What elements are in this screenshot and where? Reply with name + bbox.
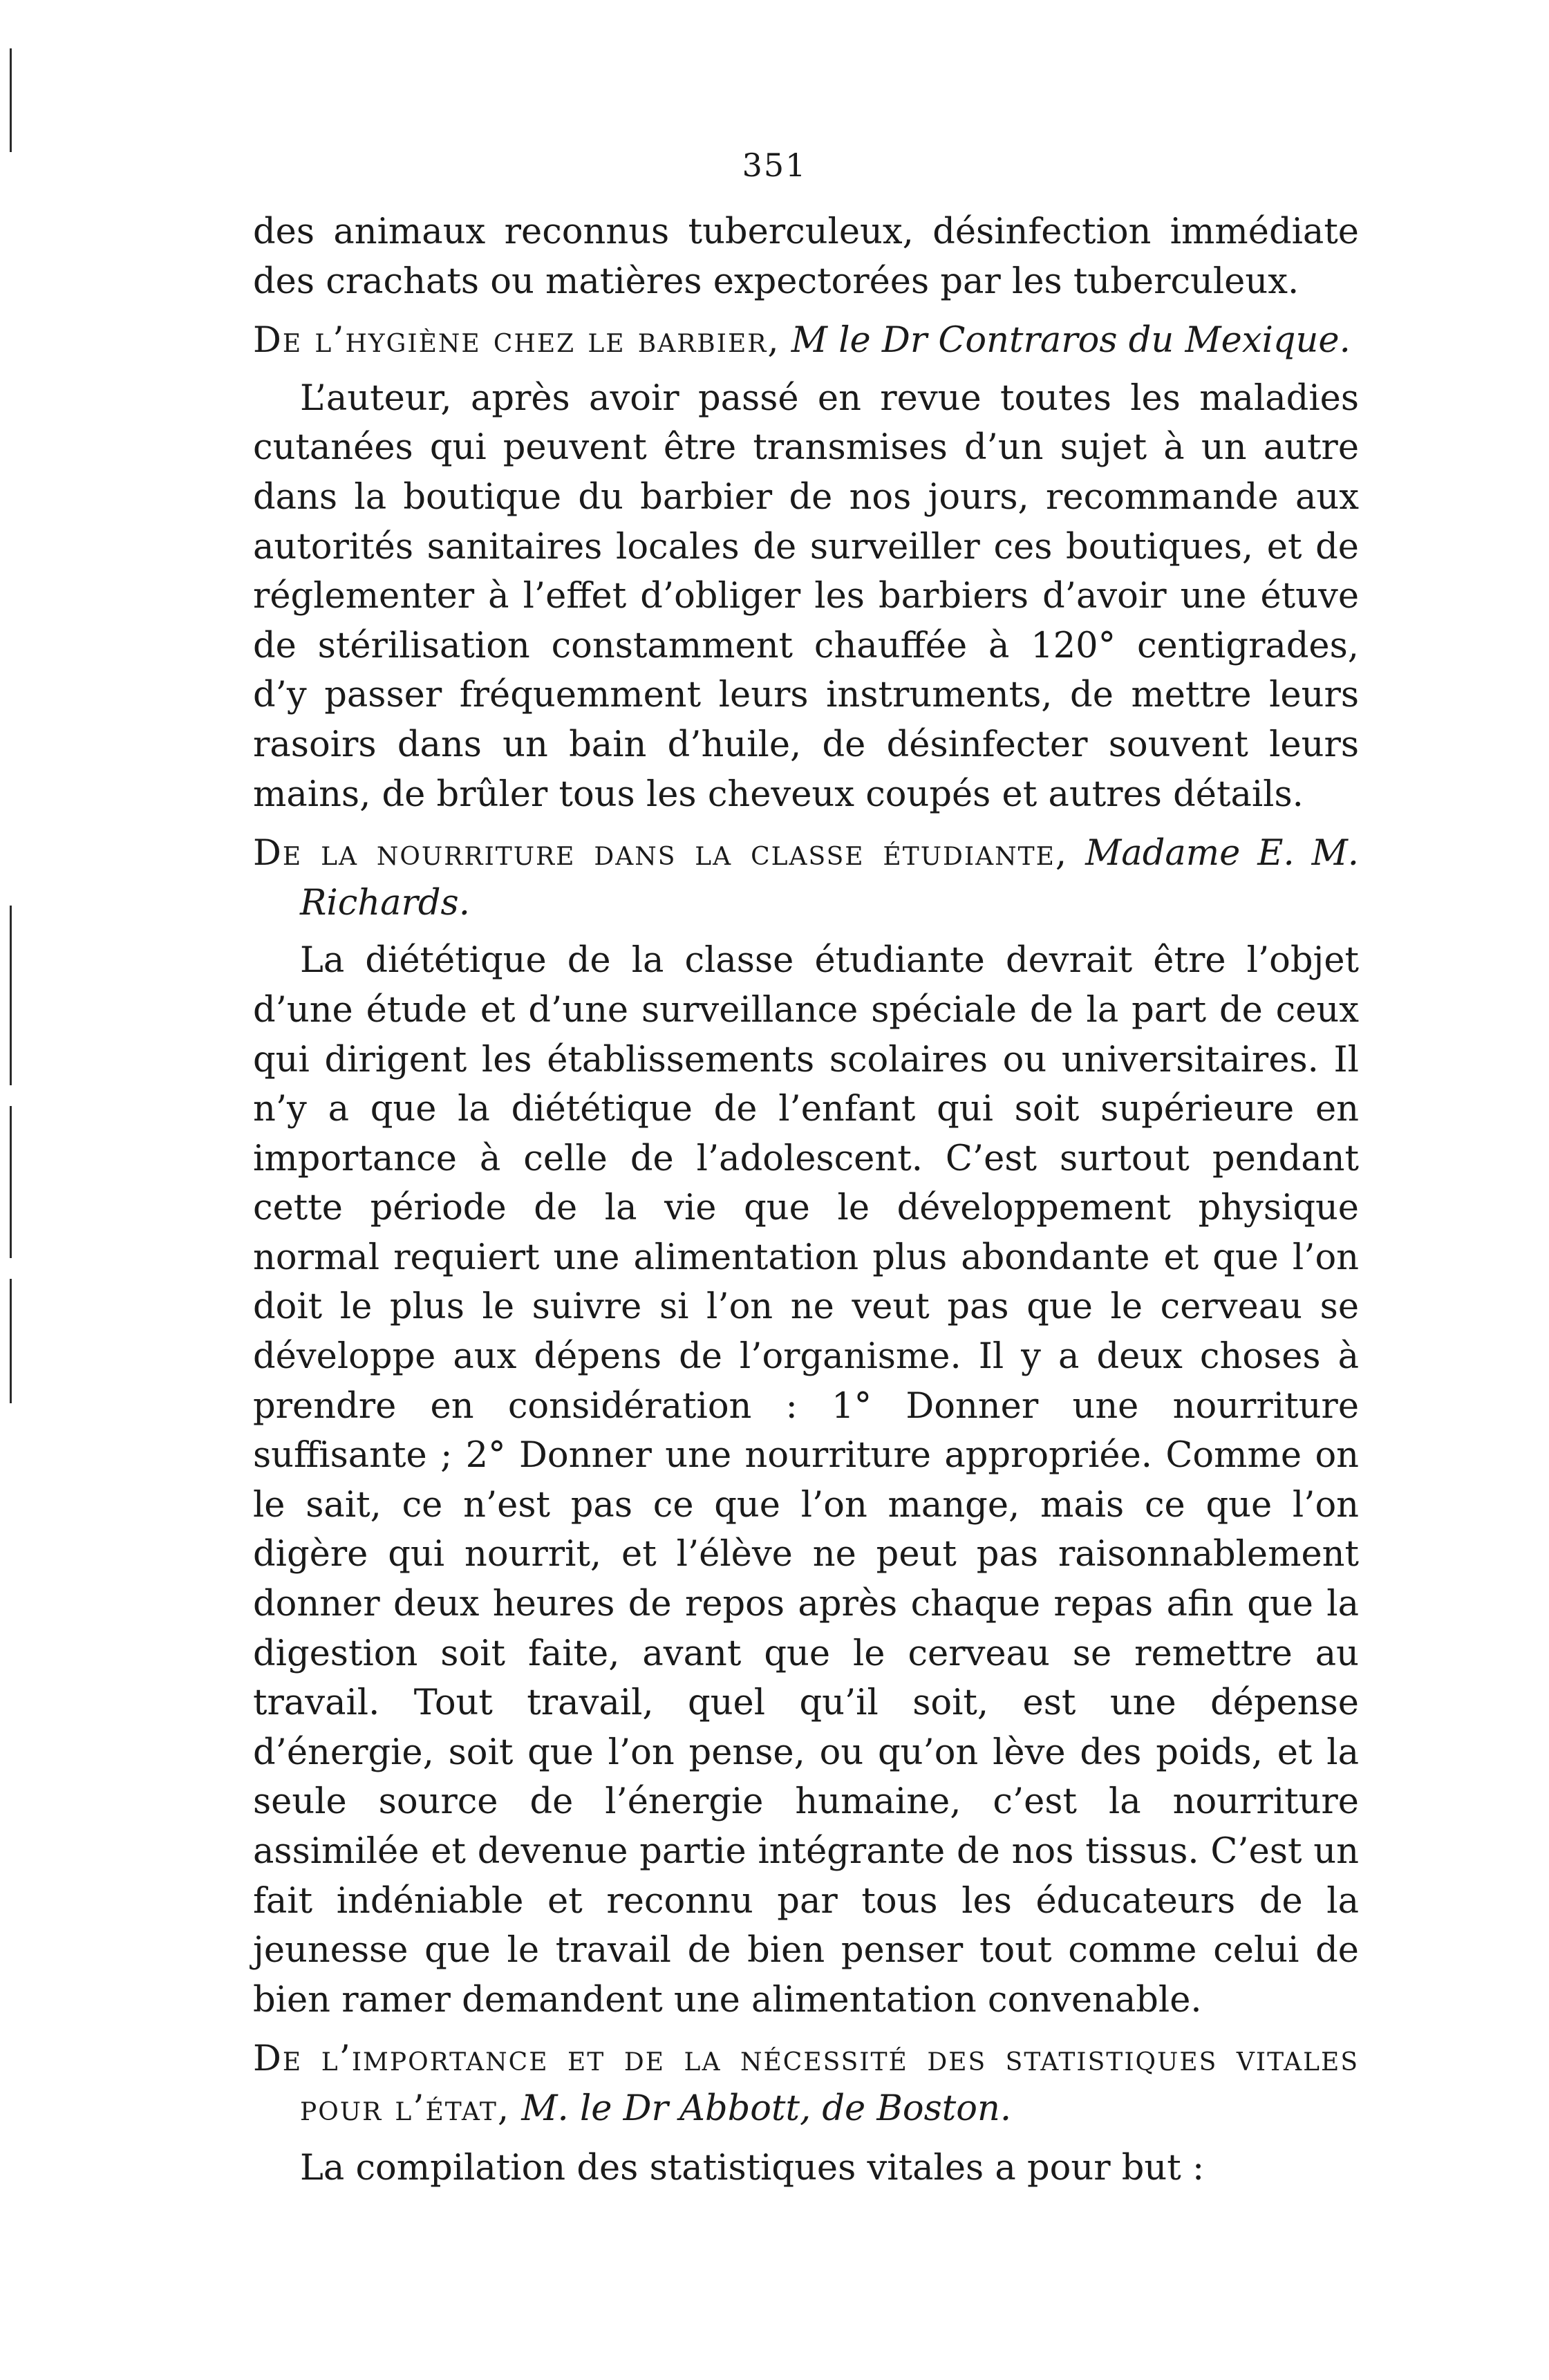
heading-author: Madame E. M. Richards.: [300, 833, 1359, 924]
page-number: 351: [742, 147, 807, 184]
body-text: [253, 207, 1359, 2193]
heading-title: De l’hygiène chez le barbier,: [253, 320, 780, 362]
section-heading-nourriture: [253, 829, 1359, 928]
heading-author: M. le Dr Abbott, de Boston.: [521, 2088, 1012, 2129]
paragraph-nourriture: La diététique de la classe étudiante devrait être l’objet d’une étude et d’une surveillance spéciale de la part de ceux qui dirigent les établissements scolaires ou universitaires. Il n’y a que la diététique de l’enfant qui soit supérieure en importance à celle de l’adolescent. C’est surtout pendant cette période de la vie que le développement physique normal requiert une alimentation plus abondante et que l’on doit le plus le suivre si l’on ne veut pas que le cerveau se développe aux dépens de l’organisme. Il y a deux choses à prendre en considération : 1° Donner une nourriture suffisante ; 2° Donner une nourriture appropriée. Comme on le sait, ce n’est pas ce que l’on mange, mais ce que l’on digère qui nourrit, et l’élève ne peut pas raisonnablement donner deux heures de repos après chaque repas afin que la digestion soit faite, avant que le cerveau se remettre au travail. Tout travail, quel qu’il soit, est une dépense d’énergie, soit que l’on pense, ou qu’on lève des poids, et la seule source de l’énergie humaine, c’est la nourriture assimilée et devenue partie intégrante de nos tissus. C’est un fait indéniable et reconnu par tous les éducateurs de la jeunesse que le travail de bien penser tout comme celui de bien ramer demandent une alimentation convenable.: [253, 940, 1359, 2021]
scan-edge-mark: [10, 1279, 12, 1403]
heading-title: De l’importance et de la nécessité des statistiques vitales pour l’état,: [253, 2039, 1359, 2129]
scan-edge-mark: [10, 906, 12, 1085]
section-heading-barbier: [253, 316, 1359, 366]
heading-author: M le Dr Contraros du Mexique.: [791, 320, 1351, 362]
heading-title: De la nourriture dans la classe étudiante,: [253, 833, 1069, 874]
scan-edge-mark: [10, 48, 12, 152]
paragraph-barbier: L’auteur, après avoir passé en revue toutes les maladies cutanées qui peuvent être transmises d’un sujet à un autre dans la boutique du barbier de nos jours, recommande aux autorités sanitaires locales de surveiller ces boutiques, et de réglementer à l’effet d’obliger les barbiers d’avoir une étuve de stérilisation constamment chauffée à 120° centigrades, d’y passer fréquemment leurs instruments, de mettre leurs rasoirs dans un bain d’huile, de désinfecter souvent leurs mains, de brûler tous les cheveux coupés et autres détails.: [253, 377, 1359, 815]
paragraph-statistiques: La compilation des statistiques vitales a pour but :: [300, 2147, 1205, 2189]
paragraph-continuation: des animaux reconnus tuberculeux, désinfection immédiate des crachats ou matières expectorées par les tuberculeux.: [253, 212, 1359, 302]
scan-edge-mark: [10, 1106, 12, 1258]
section-heading-statistiques: [253, 2034, 1359, 2133]
